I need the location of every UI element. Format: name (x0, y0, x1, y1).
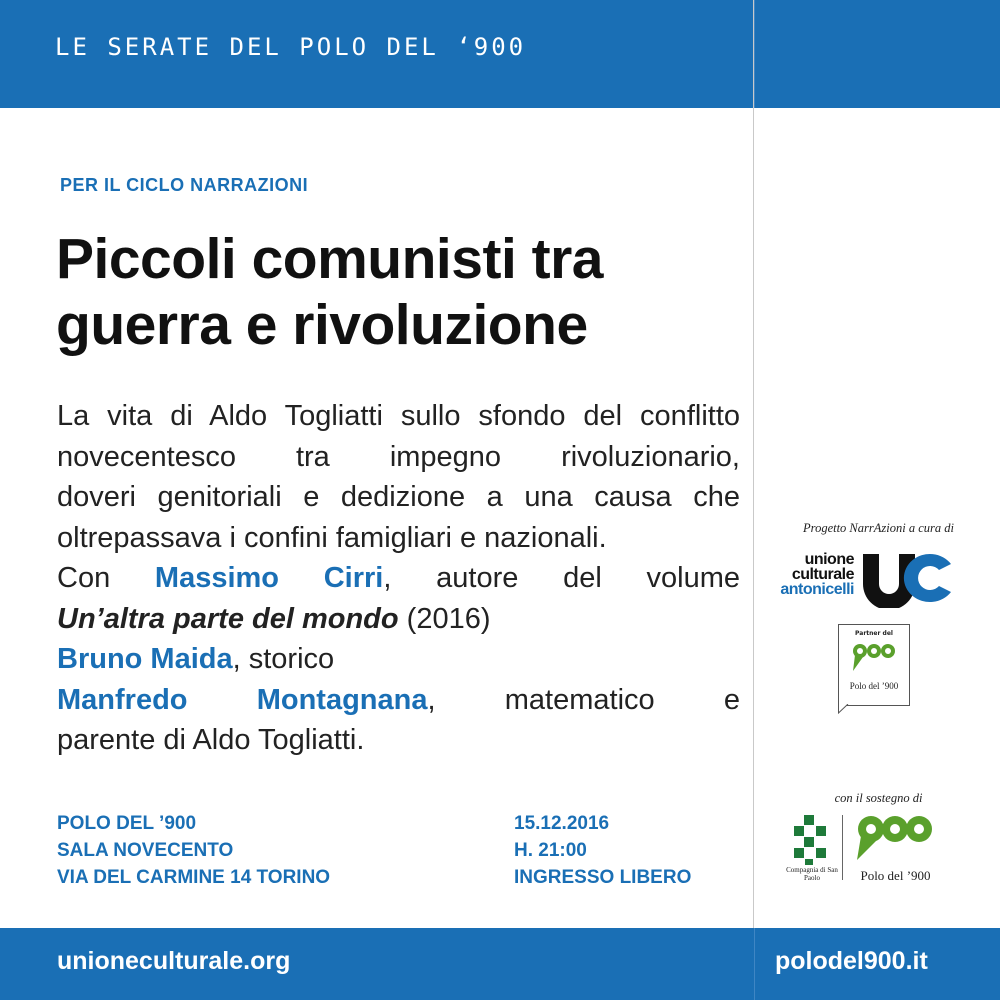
event-title (56, 226, 756, 358)
book-title: Un’altra parte del mondo (57, 602, 399, 635)
partner-name: Polo del ’900 (849, 681, 899, 691)
footer-link-polodel900[interactable]: polodel900.it (775, 947, 928, 975)
series-title: LE SERATE DEL POLO DEL ‘900 (55, 33, 527, 61)
venue-line: POLO DEL ’900 (57, 813, 197, 834)
logo-separator (842, 815, 843, 880)
speech-tail-icon (838, 704, 850, 714)
speaker-name: Massimo Cirri (154, 562, 384, 594)
unione-culturale-logo (779, 548, 954, 608)
speaker-role: , matematico e (427, 683, 740, 716)
speaker-role: , storico (232, 643, 335, 675)
event-description (57, 396, 740, 761)
venue-block (57, 810, 330, 891)
polo-900-logo-icon (851, 641, 897, 677)
description-line: oltrepassava i confini famigliari e nazionali. (57, 521, 607, 554)
description-line: doveri genitoriali e dedizione a una causa che (57, 481, 740, 513)
date-time-block (514, 810, 691, 891)
speaker-role: , autore del volume (383, 562, 740, 594)
uc-logo-wordmark (779, 552, 854, 597)
partner-label: Partner del (855, 630, 893, 637)
with-prefix: Con (57, 562, 111, 594)
event-date: 15.12.2016 (514, 813, 610, 834)
support-label: con il sostegno di (834, 791, 923, 805)
speaker-line (57, 680, 740, 721)
venue-line: SALA NOVECENTO (57, 840, 234, 861)
polo-name: Polo del ’900 (860, 868, 931, 883)
csp-name: Compagnia di San Paolo (786, 866, 838, 882)
speaker-role-continued: parente di Aldo Togliatti. (57, 724, 365, 756)
description-line: La vita di Aldo Togliatti sullo sfondo del conflitto (57, 400, 740, 432)
speaker-name: Manfredo Montagnana (57, 683, 428, 716)
uc-logo-line: culturale (791, 566, 854, 583)
speaker-line (57, 558, 740, 599)
uc-logo-line: antonicelli (780, 581, 854, 598)
column-divider (753, 0, 754, 1000)
event-time: H. 21:00 (514, 840, 587, 861)
speaker-name: Bruno Maida (57, 643, 233, 675)
event-title-line: Piccoli comunisti tra (56, 227, 603, 291)
entry-info: INGRESSO LIBERO (514, 867, 692, 888)
book-year: (2016) (398, 602, 491, 635)
description-line: novecentesco tra impegno rivoluzionario, (57, 440, 740, 473)
footer-link-unioneculturale[interactable]: unioneculturale.org (57, 947, 291, 975)
uc-monogram-icon (861, 548, 953, 608)
book-line (57, 599, 740, 640)
compagnia-san-paolo-logo-icon (791, 815, 831, 865)
polo-900-large-logo-icon (855, 812, 935, 864)
partner-badge (838, 624, 910, 706)
uc-logo-line: unione (804, 551, 854, 568)
project-credit: Progetto NarrAzioni a cura di (803, 521, 954, 535)
event-title-line: guerra e rivoluzione (56, 293, 588, 357)
footer-bar (0, 928, 1000, 1000)
speaker-line (57, 639, 740, 680)
venue-line: VIA DEL CARMINE 14 TORINO (57, 867, 331, 888)
header-divider (754, 0, 755, 108)
footer-divider (754, 928, 755, 1000)
header-bar (0, 0, 1000, 108)
cycle-label: PER IL CICLO NARRAZIONI (60, 175, 309, 195)
